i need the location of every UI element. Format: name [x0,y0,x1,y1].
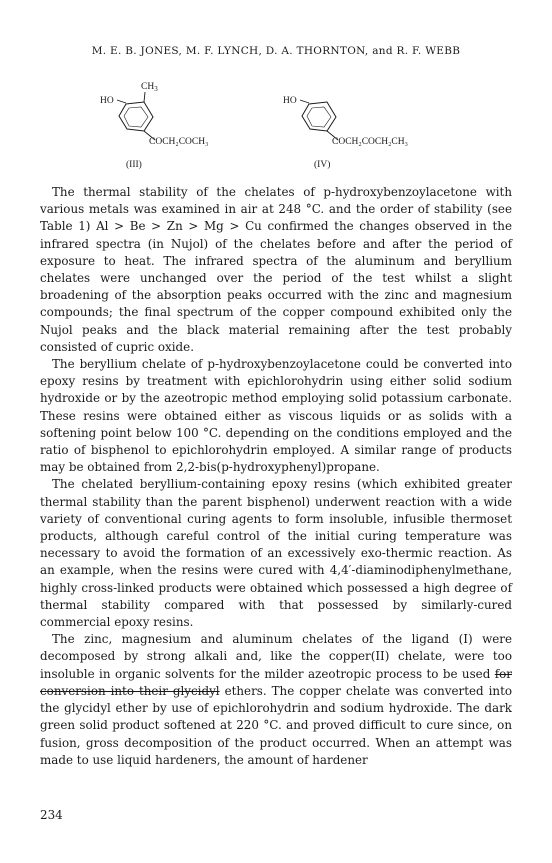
paragraph-text: The zinc, magnesium and aluminum chelates of the ligand (I) were decomposed by strong alkali and, like the copper(II) chelate, were too insoluble in organic solvents for the milder azeotropic process to be used [40,632,512,681]
structure-iv-side-chain: COCH₂COCH₂CH₃ [332,137,408,147]
struck-text: for conversion into their glycidyl [40,666,512,698]
body-text [40,184,512,769]
structure-iii-methyl-label: $CH_3$ [141,82,158,93]
structure-iii-label: (III) [126,160,142,170]
paragraph-zinc-magnesium [40,631,512,769]
paragraph-thermal-stability: The thermal stability of the chelates of p-hydroxybenzoylacetone with various metals was examined in air at 248 °C. and the order of stability (see Table 1) Al > Be > Zn > Mg > Cu confirmed the changes observed in the infrared spectra (in Nujol) of the chelates before and after the period of exposure to heat. The infrared spectra of the aluminum and beryllium chelates were unchanged over the period of the test whilst a slight broadening of the absorption peaks occurred with the zinc and magnesium compounds; the final spectrum of the copper compound exhibited only the Nujol peaks and the black material remaining after the test probably consisted of cupric oxide. [40,185,512,354]
chemical-structures [0,72,552,178]
structure-iv-ho-label: HO [283,96,297,106]
running-header: M. E. B. JONES, M. F. LYNCH, D. A. THORNTON, and R. F. WEBB [91,45,461,57]
page-number: 234 [40,808,63,822]
paragraph-beryllium-chelate: The beryllium chelate of p-hydroxybenzoylacetone could be converted into epoxy resins by treatment with epichlorohydrin using either solid sodium hydroxide or by the azeotropic method employing solid potassium carbonate. These resins were obtained either as viscous liquids or as solids with a softening point below 100 °C. depending on the conditions employed and the ratio of bisphenol to epichlorohydrin employed. A similar range of products may be obtained from 2,2-bis(p-hydroxyphenyl)propane. [40,357,512,475]
structure-iv-diagram [283,72,473,178]
structure-iii-ho-label: HO [100,96,114,106]
paragraph-text: ethers. The copper chelate was converted into the glycidyl ether by use of epichlorohydrin and sodium hydroxide. The dark green solid product softened at 220 °C. and proved difficult to cure since, on fusion, gross decomposition of the product occurred. When an attempt was made to use liquid hardeners, the amount of hardener [40,683,513,767]
paragraph-chelated-resins: The chelated beryllium-containing epoxy resins (which exhibited greater thermal stability than the parent bisphenol) underwent reaction with a wide variety of conventional curing agents to form insoluble, infusible thermoset products, although careful control of the initial curing temperature was necessary to avoid the formation of an excessively exo-thermic reaction. As an example, when the resins were cured with 4,4′-diaminodiphenylmethane, highly cross-linked products were obtained which possessed a high degree of thermal stability compared with that possessed by similarly-cured commercial epoxy resins. [40,477,512,630]
structure-iii-side-chain: COCH₂COCH₃ [149,137,209,147]
structure-iii-diagram [100,72,270,178]
structure-iv-label: (IV) [314,160,331,170]
